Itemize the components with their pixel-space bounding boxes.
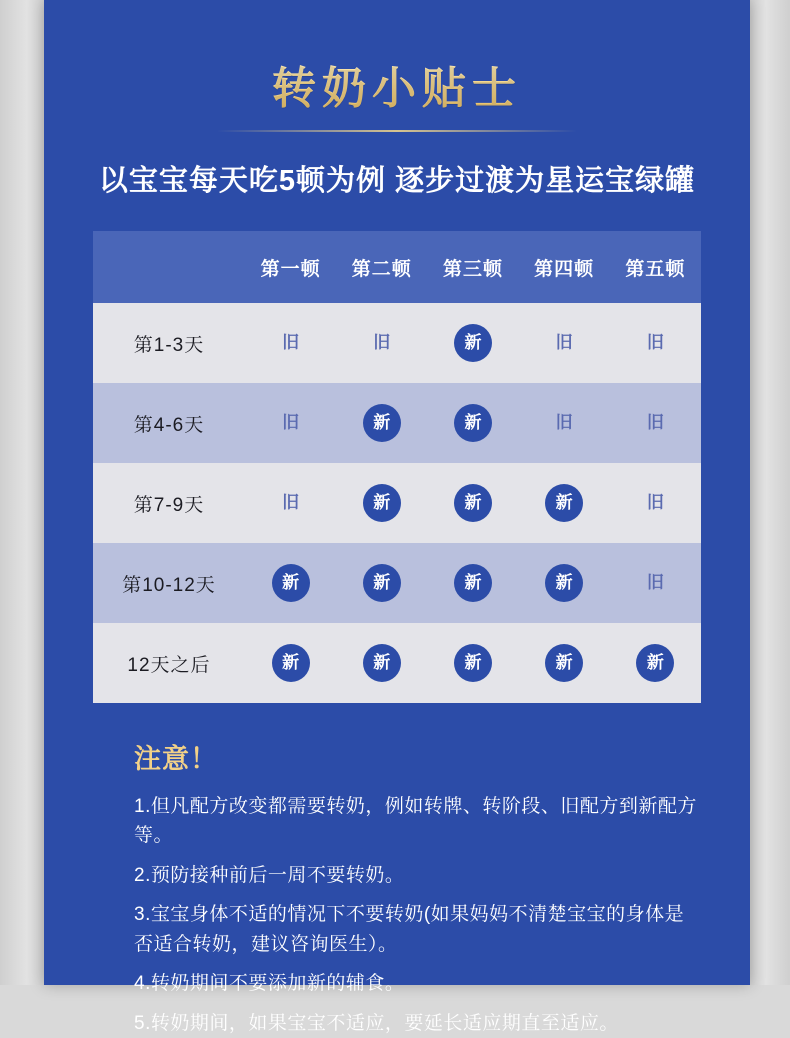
status-badge-new: 新	[545, 644, 583, 682]
status-badge-new: 新	[454, 564, 492, 602]
table-row	[93, 303, 701, 383]
cell	[519, 383, 610, 463]
status-badge-old: 旧	[282, 493, 300, 512]
status-badge-new: 新	[363, 564, 401, 602]
list-item: 1.但凡配方改变都需要转奶，例如转牌、转阶段、旧配方到新配方等。	[134, 796, 697, 847]
cell	[427, 623, 518, 703]
cell	[245, 383, 336, 463]
status-badge-old: 旧	[282, 413, 300, 432]
list-item: 3.宝宝身体不适的情况下不要转奶(如果妈妈不清楚宝宝的身体是否适合转奶，建议咨询医生）。	[134, 904, 685, 955]
status-badge-old: 旧	[282, 333, 300, 352]
table-corner-header	[93, 231, 245, 303]
cell	[245, 543, 336, 623]
table-row	[93, 623, 701, 703]
cell	[519, 623, 610, 703]
cell	[519, 463, 610, 543]
list-item: 5.转奶期间，如果宝宝不适应，要延长适应期直至适应。	[134, 1012, 619, 1034]
cell	[610, 623, 701, 703]
row-label: 12天之后	[93, 623, 245, 703]
status-badge-new: 新	[363, 484, 401, 522]
schedule-table-container	[93, 231, 701, 703]
table-row	[93, 543, 701, 623]
row-label: 第10-12天	[93, 543, 245, 623]
row-label: 第1-3天	[93, 303, 245, 383]
column-header-4: 第四顿	[519, 231, 610, 303]
status-badge-new: 新	[454, 324, 492, 362]
cell	[519, 303, 610, 383]
table-row	[93, 463, 701, 543]
status-badge-old: 旧	[646, 493, 664, 512]
cell	[336, 463, 427, 543]
page-title: 转奶小贴士	[44, 52, 750, 116]
page-left-margin	[0, 0, 44, 985]
page-right-margin	[750, 0, 790, 985]
status-badge-old: 旧	[555, 333, 573, 352]
schedule-table-head	[93, 231, 701, 303]
cell	[427, 383, 518, 463]
list-item: 4.转奶期间不要添加新的辅食。	[134, 973, 405, 995]
cell	[610, 463, 701, 543]
cell	[245, 303, 336, 383]
row-label: 第7-9天	[93, 463, 245, 543]
cell	[427, 543, 518, 623]
status-badge-new: 新	[272, 564, 310, 602]
table-header-row	[93, 231, 701, 303]
status-badge-new: 新	[454, 404, 492, 442]
status-badge-old: 旧	[646, 413, 664, 432]
page-subtitle: 以宝宝每天吃5顿为例 逐步过渡为星运宝绿罐	[98, 165, 696, 197]
status-badge-old: 旧	[373, 333, 391, 352]
status-badge-new: 新	[454, 644, 492, 682]
status-badge-new: 新	[545, 564, 583, 602]
column-header-2: 第二顿	[336, 231, 427, 303]
status-badge-old: 旧	[646, 333, 664, 352]
column-header-5: 第五顿	[610, 231, 701, 303]
cell	[245, 623, 336, 703]
row-label: 第4-6天	[93, 383, 245, 463]
status-badge-new: 新	[363, 404, 401, 442]
cell	[336, 623, 427, 703]
column-header-1: 第一顿	[245, 231, 336, 303]
list-item: 2.预防接种前后一周不要转奶。	[134, 864, 405, 886]
status-badge-new: 新	[545, 484, 583, 522]
cell	[336, 543, 427, 623]
status-badge-new: 新	[454, 484, 492, 522]
cell	[519, 543, 610, 623]
status-badge-old: 旧	[555, 413, 573, 432]
notice-heading: 注意！	[134, 744, 218, 774]
cell	[610, 543, 701, 623]
status-badge-new: 新	[363, 644, 401, 682]
column-header-3: 第三顿	[427, 231, 518, 303]
poster-card	[44, 0, 750, 1034]
notice-list	[44, 792, 750, 1038]
cell	[336, 383, 427, 463]
cell	[336, 303, 427, 383]
title-divider	[217, 130, 577, 132]
schedule-table	[93, 231, 701, 703]
cell	[427, 303, 518, 383]
status-badge-old: 旧	[646, 573, 664, 592]
cell	[427, 463, 518, 543]
status-badge-new: 新	[636, 644, 674, 682]
schedule-table-body	[93, 303, 701, 703]
cell	[245, 463, 336, 543]
table-row	[93, 383, 701, 463]
cell	[610, 303, 701, 383]
status-badge-new: 新	[272, 644, 310, 682]
cell	[610, 383, 701, 463]
